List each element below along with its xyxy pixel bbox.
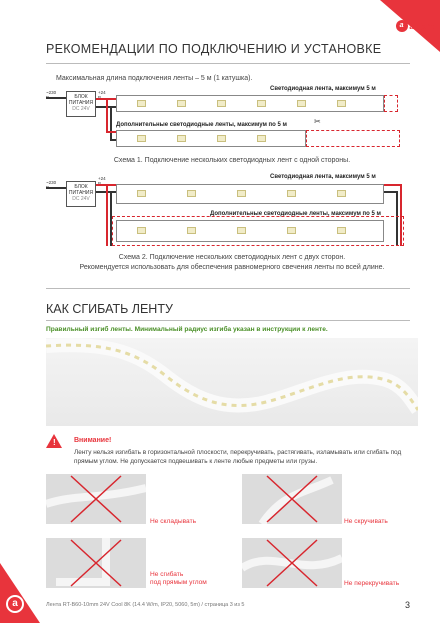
led-strip-main xyxy=(116,184,384,204)
prohibition-label-overtwist: Не перекручивать xyxy=(344,580,400,587)
photo-right-angle xyxy=(46,538,146,588)
bent-strip-image xyxy=(46,338,418,426)
power-supply xyxy=(66,181,96,207)
led-chip xyxy=(337,100,346,107)
brand-logo xyxy=(396,20,434,32)
led-chip xyxy=(137,190,146,197)
prohibition-label-twist: Не скручивать xyxy=(344,518,388,525)
logo-mark-icon: a xyxy=(396,20,408,32)
cross-icon xyxy=(46,474,146,524)
power-supply xyxy=(66,91,96,117)
positive-wire-branch xyxy=(106,131,116,133)
led-chip xyxy=(217,100,226,107)
cut-point xyxy=(384,95,398,112)
psu-sub: DC 24V xyxy=(72,196,90,202)
strip-extra-title: Дополнительные светодиодные ленты, максимум по 5 м xyxy=(116,122,287,128)
led-chip xyxy=(137,135,146,142)
output-voltage-label: +24 xyxy=(98,176,106,181)
led-chip xyxy=(137,100,146,107)
divider xyxy=(46,63,410,64)
led-chip xyxy=(337,190,346,197)
footer-text: Лента RT-B60-10mm 24V Cool 8K (14.4 W/m, IP20, 5060, 5m) / страница 3 из 5 xyxy=(46,602,245,608)
input-voltage-label: ~230 xyxy=(46,90,57,95)
brand-name: arlight xyxy=(409,21,434,31)
cross-icon xyxy=(242,538,342,588)
diagram-1-caption: Схема 1. Подключение нескольких светодиодных лент с одной стороны. xyxy=(113,157,351,164)
positive-wire-down xyxy=(106,98,108,132)
section-title-connection: РЕКОМЕНДАЦИИ ПО ПОДКЛЮЧЕНИЮ И УСТАНОВКЕ xyxy=(46,42,382,56)
input-voltage-label: ~230 xyxy=(46,180,57,185)
divider xyxy=(46,320,410,321)
led-chip xyxy=(287,190,296,197)
led-chip xyxy=(257,135,266,142)
photo-twist xyxy=(242,474,342,524)
led-chip xyxy=(177,135,186,142)
correct-bend-photo xyxy=(46,338,418,426)
psu-label: БЛОК ПИТАНИЯ xyxy=(68,184,94,196)
corner-decoration-bottom xyxy=(0,563,40,623)
cross-icon xyxy=(242,474,342,524)
diagram-2-recommendation: Рекомендуется использовать для обеспечения равномерного свечения ленты по всей длине. xyxy=(79,264,385,271)
warning-text: Ленту нельзя изгибать в горизонтальной плоскости, перекручивать, растягивать, изламывать или сгибать под прямым углом. Не допускается подвешивать к ленте любые предметы или грузы. xyxy=(74,449,402,465)
diagram-2-caption: Схема 2. Подключение нескольких светодиодных лент с двух сторон. xyxy=(118,254,346,261)
strip-main-title: Светодиодная лента, максимум 5 м xyxy=(270,86,376,92)
input-wire xyxy=(46,97,66,99)
psu-label: БЛОК ПИТАНИЯ xyxy=(68,94,94,106)
psu-sub: DC 24V xyxy=(72,106,90,112)
led-chip xyxy=(257,100,266,107)
max-length-note: Максимальная длина подключения ленты – 5 м (1 катушка). xyxy=(56,75,253,82)
strip-main-title: Светодиодная лента, максимум 5 м xyxy=(270,174,376,180)
negative-wire-down xyxy=(110,106,112,140)
photo-overtwist xyxy=(242,538,342,588)
led-chip xyxy=(187,190,196,197)
positive-wire-down xyxy=(106,184,108,246)
prohibition-label-right-angle: Не сгибать под прямым углом xyxy=(150,571,207,586)
logo-mark-icon-bottom: a xyxy=(6,595,24,613)
cross-icon xyxy=(46,538,146,588)
correct-bend-note: Правильный изгиб ленты. Минимальный радиус изгиба указан в инструкции к ленте. xyxy=(46,326,328,333)
scissors-icon: ✂ xyxy=(314,117,321,126)
prohibition-label-fold: Не складывать xyxy=(150,518,197,525)
led-strip-extra xyxy=(116,130,306,147)
strip-extra-title: Дополнительные светодиодные ленты, максимум по 5 м xyxy=(210,211,381,217)
page-number: 3 xyxy=(404,600,410,610)
input-wire xyxy=(46,187,66,189)
strip-continuation xyxy=(306,130,400,147)
divider xyxy=(46,288,410,289)
section-title-bending: КАК СГИБАТЬ ЛЕНТУ xyxy=(46,302,173,316)
strip-extra-frame xyxy=(112,216,404,246)
led-chip xyxy=(177,100,186,107)
led-chip xyxy=(237,190,246,197)
output-voltage-label: +24 xyxy=(98,90,106,95)
led-chip xyxy=(217,135,226,142)
warning-exclamation: ! xyxy=(53,438,56,447)
led-chip xyxy=(297,100,306,107)
led-strip-main xyxy=(116,95,384,112)
warning-title: Внимание! xyxy=(74,437,112,444)
photo-fold xyxy=(46,474,146,524)
